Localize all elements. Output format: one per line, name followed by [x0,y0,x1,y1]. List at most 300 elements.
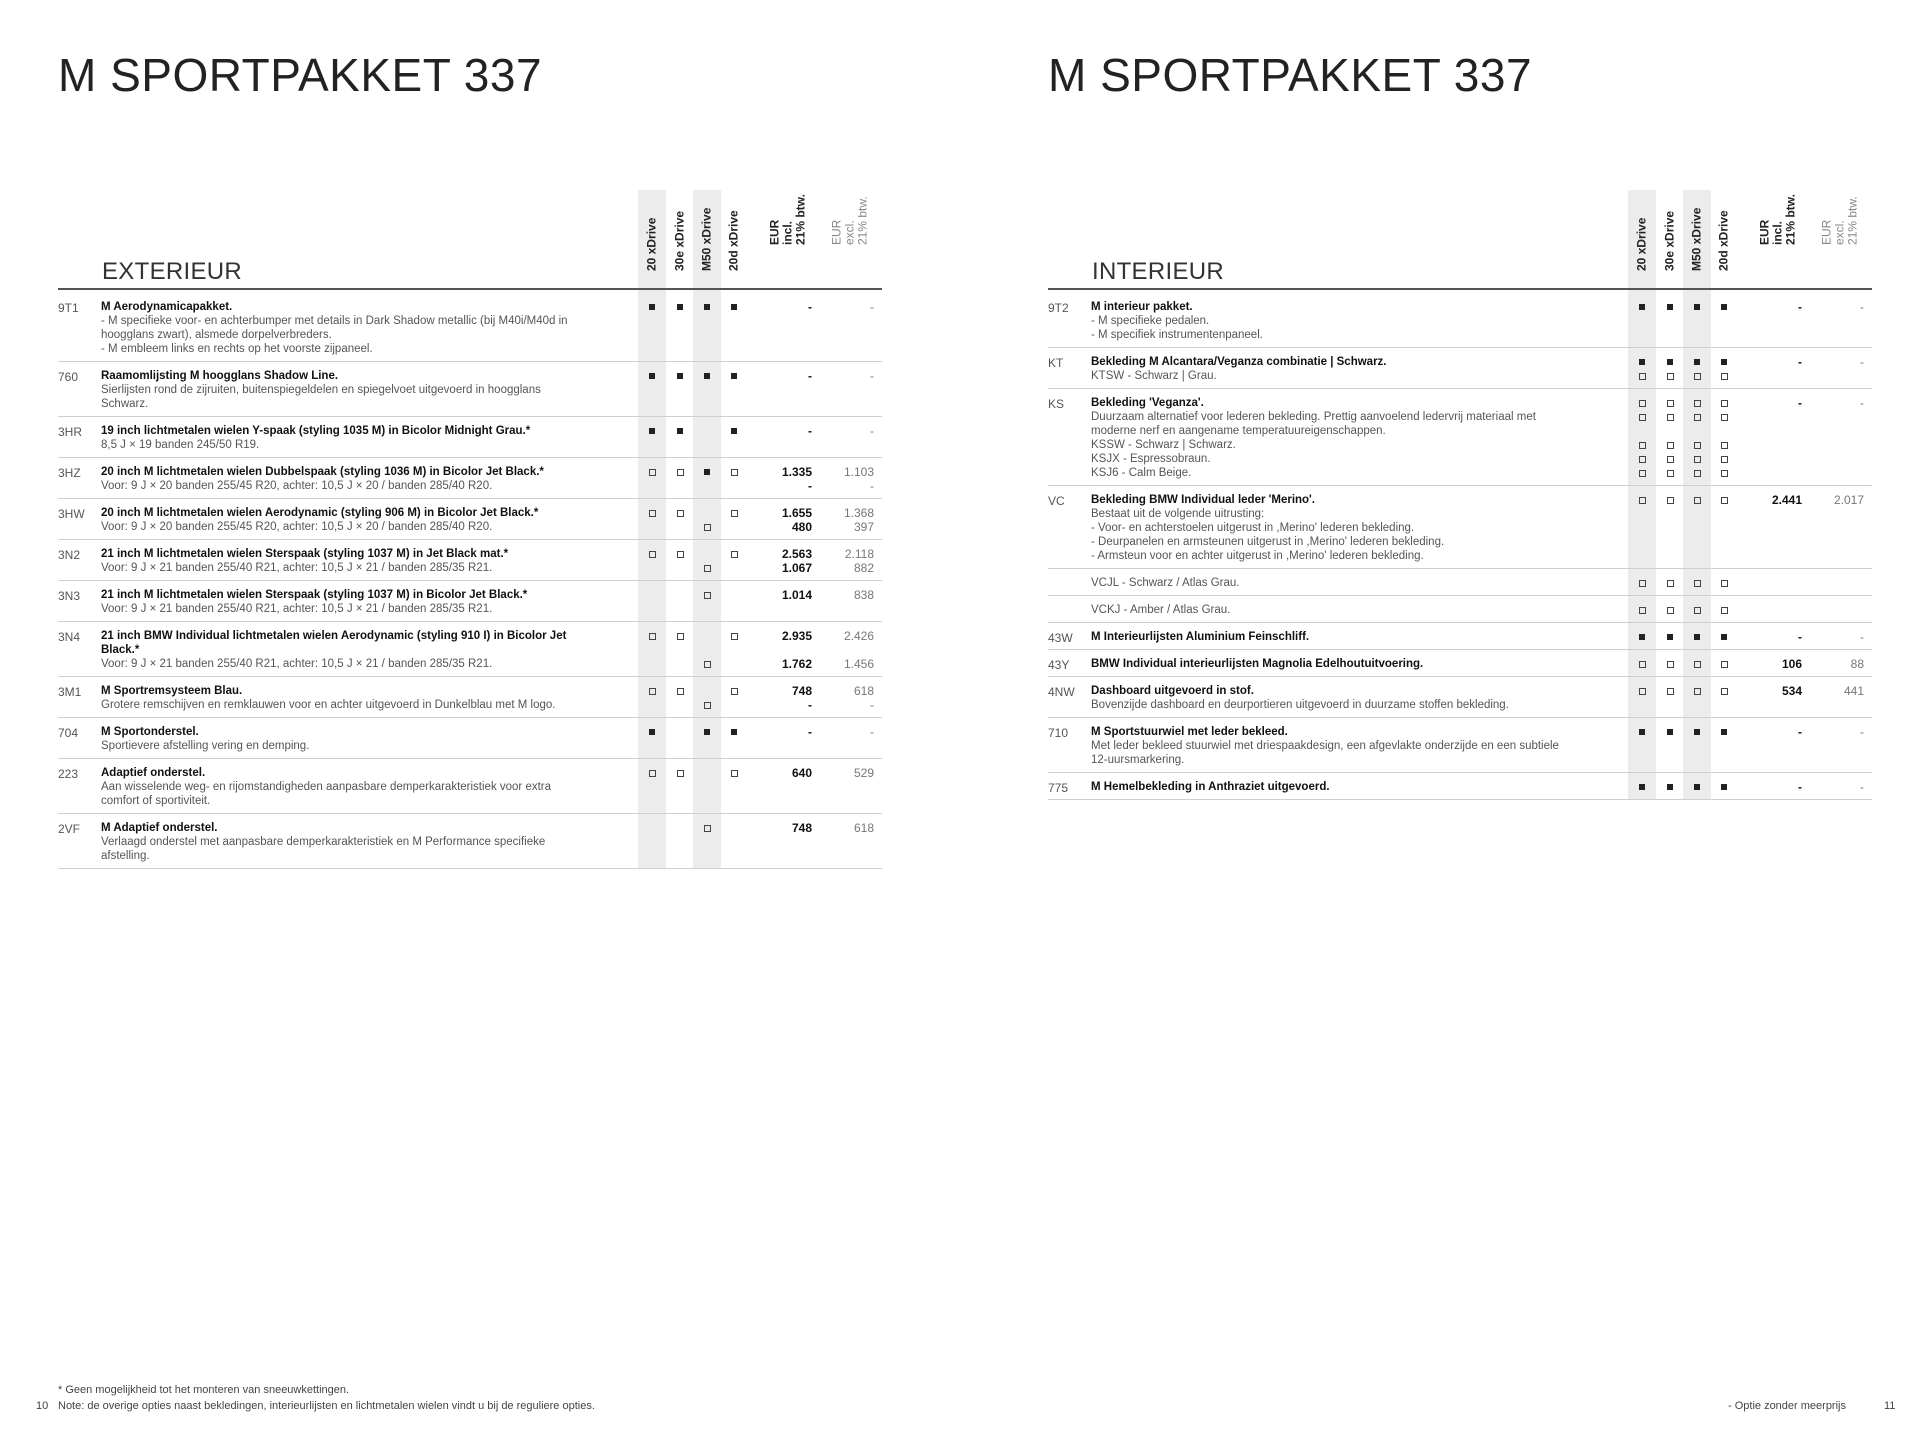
price-excl-vat: 1.103 [843,465,874,479]
filled-square-icon [704,304,710,310]
table-row [1048,486,1872,569]
table-row [1048,773,1872,800]
optional-mark [1710,684,1738,698]
open-square-icon [1721,470,1728,477]
price-excl-vat: 441 [1843,684,1864,698]
open-square-icon [1694,400,1701,407]
open-square-icon [1667,688,1674,695]
open-square-icon [649,469,656,476]
open-square-icon [1721,661,1728,668]
price-incl-vat: - [1798,780,1802,794]
option-description: Schwarz. [101,398,149,410]
price-excl-vat: - [870,479,874,493]
price-incl-vat: 534 [1781,684,1802,698]
option-description-line [1048,698,1872,712]
price-excl-vat: - [1860,725,1864,739]
option-title-line [1048,684,1872,698]
optional-mark [666,766,694,780]
option-code: 4NW [1048,685,1075,699]
option-description-line [58,657,882,671]
option-description: - M embleem links en rechts op het voorste zijpaneel. [101,343,373,355]
open-square-icon [1639,580,1646,587]
optional-mark [638,465,666,479]
filled-square-icon [649,304,655,310]
optional-mark [666,684,694,698]
open-square-icon [649,770,656,777]
option-title-line [58,821,882,835]
open-square-icon [1639,470,1646,477]
standard-mark [1656,355,1684,369]
optional-mark [666,547,694,561]
filled-square-icon [1694,634,1700,640]
standard-mark [1656,780,1684,794]
open-square-icon [1639,373,1646,380]
open-square-icon [677,770,684,777]
option-code: 223 [58,767,79,781]
filled-square-icon [1667,784,1673,790]
standard-mark [1628,355,1656,369]
option-description-line [58,561,882,575]
option-description-line [58,602,882,616]
option-title: 20 inch M lichtmetalen wielen Dubbelspaak (styling 1036 M) in Bicolor Jet Black.* [101,466,544,478]
open-square-icon [1667,400,1674,407]
option-title-line [58,506,882,520]
price-excl-vat: 618 [853,821,874,835]
price-incl-vat: - [808,479,812,493]
open-square-icon [649,551,656,558]
option-code: KT [1048,356,1064,370]
standard-mark [1710,300,1738,314]
page-title: M SPORTPAKKET 337 [1048,49,1533,101]
price-incl-vat: - [1798,396,1802,410]
filled-square-icon [649,428,655,434]
open-square-icon [704,661,711,668]
optional-mark [720,766,748,780]
open-square-icon [1721,414,1728,421]
option-description-line [1048,369,1872,383]
open-square-icon [704,825,711,832]
filled-square-icon [1639,634,1645,640]
table-row [58,417,882,458]
price-excl-vat: 1.368 [843,506,874,520]
option-title-line [1048,780,1872,794]
filled-square-icon [677,428,683,434]
open-square-icon [1721,456,1728,463]
column-header-label: EUR incl. 21% btw. [767,194,808,245]
standard-mark [1683,355,1711,369]
option-title-line [1048,725,1872,739]
price-incl-vat: - [808,300,812,314]
optional-mark [638,766,666,780]
filled-square-icon [1639,784,1645,790]
option-description-line [1048,452,1872,466]
option-code: 710 [1048,726,1069,740]
price-excl-vat: - [870,725,874,739]
standard-mark [720,424,748,438]
optional-mark [693,588,721,602]
option-title-line [1048,630,1872,644]
optional-mark [1710,576,1738,590]
table-row [58,759,882,814]
filled-square-icon [704,373,710,379]
option-title-line [58,369,882,383]
filled-square-icon [1667,634,1673,640]
price-incl-vat: 748 [791,684,812,698]
table-row [58,581,882,622]
open-square-icon [731,770,738,777]
optional-mark [720,465,748,479]
option-description-line [1048,466,1872,480]
open-square-icon [1667,470,1674,477]
column-header-label: M50 xDrive [1689,207,1704,271]
open-square-icon [1721,373,1728,380]
open-square-icon [649,510,656,517]
open-square-icon [677,633,684,640]
option-description-line [1048,424,1872,438]
option-description-line [1048,328,1872,342]
option-description-line [1048,739,1872,753]
open-square-icon [1667,414,1674,421]
standard-mark [693,369,721,383]
option-title-line [58,465,882,479]
option-code: 704 [58,726,79,740]
optional-mark [1710,410,1738,424]
open-square-icon [1721,442,1728,449]
open-square-icon [1667,607,1674,614]
option-description: Bestaat uit de volgende uitrusting: [1091,508,1265,520]
option-description: Bovenzijde dashboard en deurportieren uitgevoerd in duurzame stoffen bekleding. [1091,699,1509,711]
standard-mark [1710,725,1738,739]
filled-square-icon [677,373,683,379]
option-title: Black.* [101,644,140,656]
filled-square-icon [704,729,710,735]
table-row [1048,348,1872,389]
price-incl-vat: - [1798,355,1802,369]
open-square-icon [1694,661,1701,668]
table-row [58,540,882,581]
option-title: M Interieurlijsten Aluminium Feinschliff. [1091,631,1310,643]
option-title-line [1048,355,1872,369]
option-description: - M specifieke voor- en achterbumper met details in Dark Shadow metallic (bij M40i/M40d in [101,315,568,327]
option-code: 3N3 [58,589,81,603]
optional-mark [1710,603,1738,617]
option-code: 3N2 [58,548,81,562]
option-code: 43Y [1048,658,1070,672]
optional-mark [720,629,748,643]
standard-mark [1628,725,1656,739]
price-excl-vat: 88 [1850,657,1864,671]
legend-no-extra-cost: - Optie zonder meerprijs [1728,1400,1846,1412]
filled-square-icon [731,304,737,310]
column-header-label: EUR excl. 21% btw. [829,196,870,245]
open-square-icon [1721,607,1728,614]
option-description: KSSW - Schwarz | Schwarz. [1091,439,1236,451]
price-incl-vat: - [1798,300,1802,314]
table-row [58,362,882,417]
price-incl-vat: 2.563 [781,547,812,561]
price-incl-vat: 748 [791,821,812,835]
option-title-line [58,424,882,438]
option-title-line [58,684,882,698]
option-title: Bekleding 'Veganza'. [1091,397,1204,409]
open-square-icon [704,702,711,709]
optional-mark [693,520,721,534]
option-description-line [1048,753,1872,767]
optional-mark [1710,657,1738,671]
option-title: 21 inch M lichtmetalen wielen Sterspaak (styling 1037 M) in Jet Black mat.* [101,548,509,560]
open-square-icon [1694,688,1701,695]
option-title-line [58,725,882,739]
option-description-line [58,849,882,863]
option-code: 9T2 [1048,301,1069,315]
option-title: Raamomlijsting M hoogglans Shadow Line. [101,370,339,382]
open-square-icon [1694,607,1701,614]
price-excl-vat: 838 [853,588,874,602]
optional-mark [1628,396,1656,410]
optional-mark [1628,657,1656,671]
table-row [58,718,882,759]
price-incl-vat: 640 [791,766,812,780]
optional-mark [1656,369,1684,383]
option-description: - M specifieke pedalen. [1091,315,1210,327]
option-title-line [1048,493,1872,507]
standard-mark [1628,630,1656,644]
option-description: KSJ6 - Calm Beige. [1091,467,1192,479]
option-code: 3N4 [58,630,81,644]
column-header [1628,190,1656,284]
price-excl-vat: - [1860,630,1864,644]
open-square-icon [1667,497,1674,504]
option-description-line [58,397,882,411]
filled-square-icon [1721,784,1727,790]
open-square-icon [731,688,738,695]
option-description: Voor: 9 J × 20 banden 255/45 R20, achter: 10,5 J × 20 / banden 285/40 R20. [101,480,493,492]
option-title-line [58,629,882,643]
optional-mark [1628,438,1656,452]
option-description-line [58,328,882,342]
open-square-icon [677,510,684,517]
optional-mark [1656,452,1684,466]
optional-mark [1628,493,1656,507]
standard-mark [720,369,748,383]
column-header-label: 30e xDrive [1662,210,1677,271]
optional-mark [1656,438,1684,452]
optional-mark [1628,466,1656,480]
optional-mark [1628,369,1656,383]
price-excl-vat: - [870,424,874,438]
option-description-line [58,383,882,397]
open-square-icon [1639,414,1646,421]
option-description: Verlaagd onderstel met aanpasbare demperkarakteristiek en M Performance specifieke [101,836,546,848]
price-incl-vat: - [808,698,812,712]
option-description: Voor: 9 J × 21 banden 255/40 R21, achter: 10,5 J × 21 / banden 285/35 R21. [101,562,493,574]
option-title: M Hemelbekleding in Anthraziet uitgevoerd. [1091,781,1330,793]
option-code: 3HZ [58,466,81,480]
option-description: comfort of sportiviteit. [101,795,211,807]
price-excl-vat: - [1860,300,1864,314]
standard-mark [1656,300,1684,314]
option-title: Bekleding BMW Individual leder 'Merino'. [1091,494,1315,506]
price-incl-vat: 1.335 [781,465,812,479]
optional-mark [1683,396,1711,410]
optional-mark [638,629,666,643]
option-description: KTSW - Schwarz | Grau. [1091,370,1217,382]
page-title: M SPORTPAKKET 337 [58,49,543,101]
option-description-line [58,342,882,356]
filled-square-icon [1667,304,1673,310]
option-title: Bekleding M Alcantara/Veganza combinatie | Schwarz. [1091,356,1387,368]
option-description: VCJL - Schwarz / Atlas Grau. [1091,577,1240,589]
optional-mark [1710,396,1738,410]
option-description: Met leder bekleed stuurwiel met driespaakdesign, een afgevlakte onderzijde en een subtiele [1091,740,1559,752]
table-row [1048,569,1872,596]
option-description: Voor: 9 J × 20 banden 255/45 R20, achter: 10,5 J × 20 / banden 285/40 R20. [101,521,493,533]
filled-square-icon [649,373,655,379]
option-description-line [58,314,882,328]
option-title: Dashboard uitgevoerd in stof. [1091,685,1254,697]
optional-mark [1710,466,1738,480]
option-description-line [58,438,882,452]
table-row [1048,718,1872,773]
option-code: 43W [1048,631,1073,645]
filled-square-icon [649,729,655,735]
column-header-label: 30e xDrive [672,210,687,271]
filled-square-icon [1721,634,1727,640]
table-row [58,499,882,540]
open-square-icon [1639,607,1646,614]
standard-mark [666,424,694,438]
open-square-icon [649,633,656,640]
footnote-other-options: Note: de overige opties naast bekledingen, interieurlijsten en lichtmetalen wielen vindt u bij de reguliere opties. [58,1400,595,1412]
table-row [1048,389,1872,486]
option-title-line [1048,300,1872,314]
open-square-icon [1721,497,1728,504]
optional-mark [1656,657,1684,671]
optional-mark [1683,466,1711,480]
option-code: VC [1048,494,1065,508]
price-excl-vat: 2.118 [844,547,874,561]
option-description: Voor: 9 J × 21 banden 255/40 R21, achter: 10,5 J × 21 / banden 285/35 R21. [101,603,493,615]
standard-mark [693,300,721,314]
option-title: 20 inch M lichtmetalen wielen Aerodynamic (styling 906 M) in Bicolor Jet Black.* [101,507,539,519]
filled-square-icon [1694,784,1700,790]
option-description-line [1048,507,1872,521]
optional-mark [1656,576,1684,590]
price-incl-vat: - [808,369,812,383]
option-title: 21 inch BMW Individual lichtmetalen wielen Aerodynamic (styling 910 I) in Bicolor Jet [101,630,567,642]
option-description-line [58,794,882,808]
optional-mark [1656,396,1684,410]
column-header [1710,190,1738,284]
price-excl-vat: - [870,369,874,383]
price-excl-vat: - [870,300,874,314]
option-description-line [1048,535,1872,549]
column-header [693,190,721,284]
price-excl-vat: - [1860,780,1864,794]
standard-mark [1628,780,1656,794]
price-incl-vat: 2.441 [1771,493,1802,507]
standard-mark [1710,780,1738,794]
optional-mark [1683,452,1711,466]
column-header-label: M50 xDrive [699,207,714,271]
section-heading-interieur: INTERIEUR [1092,258,1225,285]
price-incl-vat: 1.655 [781,506,812,520]
price-incl-vat: 1.762 [781,657,812,671]
open-square-icon [677,469,684,476]
open-square-icon [1667,442,1674,449]
filled-square-icon [1667,359,1673,365]
open-square-icon [649,688,656,695]
option-description-line [1048,549,1872,563]
column-header-label: 20 xDrive [1634,217,1649,271]
column-header [767,190,808,284]
price-incl-vat: 106 [1781,657,1802,671]
optional-mark [1628,684,1656,698]
price-excl-vat: 529 [853,766,874,780]
price-incl-vat: - [1798,725,1802,739]
column-header-label: 20 xDrive [644,217,659,271]
price-excl-vat: 882 [853,561,874,575]
price-incl-vat: 480 [791,520,812,534]
open-square-icon [1639,442,1646,449]
column-header [638,190,666,284]
optional-mark [1656,493,1684,507]
option-description-line [1048,314,1872,328]
option-title-line [1048,396,1872,410]
option-title: Adaptief onderstel. [101,767,206,779]
option-code: 3HR [58,425,83,439]
open-square-icon [1639,497,1646,504]
page-number-left: 10 [36,1400,49,1412]
section-heading-exterieur: EXTERIEUR [102,258,243,285]
filled-square-icon [731,729,737,735]
column-header [1683,190,1711,284]
open-square-icon [1694,442,1701,449]
option-description: afstelling. [101,850,150,862]
optional-mark [1683,657,1711,671]
option-description: Grotere remschijven en remklauwen voor en achter uitgevoerd in Dunkelblau met M logo. [101,699,556,711]
standard-mark [693,725,721,739]
standard-mark [1683,725,1711,739]
price-excl-vat: - [1860,396,1864,410]
page-number-right: 11 [1884,1400,1896,1412]
open-square-icon [1694,470,1701,477]
footnote-snow-chains: * Geen mogelijkheid tot het monteren van sneeuwkettingen. [58,1384,350,1396]
open-square-icon [731,469,738,476]
filled-square-icon [1721,729,1727,735]
column-header-label: 20d xDrive [1716,210,1731,271]
optional-mark [1628,576,1656,590]
column-header-label: EUR excl. 21% btw. [1819,196,1860,245]
filled-square-icon [1694,304,1700,310]
option-description: 8,5 J × 19 banden 245/50 R19. [101,439,260,451]
option-description: hoogglans zwart), alsmede dorpelverbreders. [101,329,332,341]
standard-mark [720,725,748,739]
optional-mark [1683,576,1711,590]
table-row [58,293,882,362]
option-title: M Sportonderstel. [101,726,199,738]
price-incl-vat: 1.067 [781,561,812,575]
optional-mark [693,821,721,835]
option-title-line [58,300,882,314]
option-description-line [58,520,882,534]
open-square-icon [704,524,711,531]
option-description-line [58,835,882,849]
option-description: Sportievere afstelling vering en demping. [101,740,310,752]
option-description-line [58,479,882,493]
open-square-icon [1667,373,1674,380]
standard-mark [638,725,666,739]
